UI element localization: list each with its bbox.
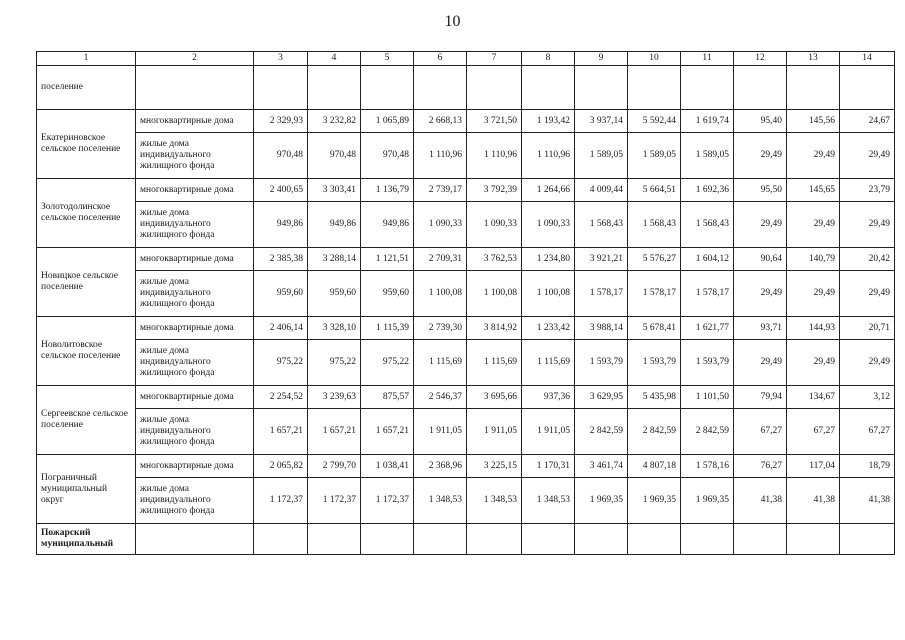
value-cell: 1 348,53	[467, 478, 522, 524]
table-row	[37, 133, 895, 179]
value-cell: 3 232,82	[308, 110, 361, 133]
column-header-8: 8	[522, 52, 575, 66]
column-header-10: 10	[628, 52, 681, 66]
value-cell: 1 593,79	[575, 340, 628, 386]
value-cell: 145,65	[787, 179, 840, 202]
value-cell: 875,57	[361, 386, 414, 409]
column-header-6: 6	[414, 52, 467, 66]
value-cell: 1 065,89	[361, 110, 414, 133]
table-row	[37, 179, 895, 202]
value-cell: 1 090,33	[414, 202, 467, 248]
value-cell: 5 664,51	[628, 179, 681, 202]
empty-cell	[254, 66, 308, 110]
value-cell: 29,49	[734, 202, 787, 248]
value-cell: 5 435,98	[628, 386, 681, 409]
value-cell: 2 065,82	[254, 455, 308, 478]
column-header-3: 3	[254, 52, 308, 66]
table-row	[37, 409, 895, 455]
empty-cell	[628, 524, 681, 555]
value-cell: 1 657,21	[361, 409, 414, 455]
column-header-4: 4	[308, 52, 361, 66]
value-cell: 29,49	[840, 133, 895, 179]
value-cell: 3 288,14	[308, 248, 361, 271]
value-cell: 1 604,12	[681, 248, 734, 271]
value-cell: 1 969,35	[628, 478, 681, 524]
value-cell: 117,04	[787, 455, 840, 478]
value-cell: 29,49	[734, 133, 787, 179]
value-cell: 24,67	[840, 110, 895, 133]
housing-type-cell: многоквартирные дома	[136, 317, 254, 340]
value-cell: 1 264,66	[522, 179, 575, 202]
settlement-cell: поселение	[37, 66, 136, 110]
value-cell: 1 100,08	[414, 271, 467, 317]
value-cell: 1 589,05	[575, 133, 628, 179]
empty-cell	[681, 66, 734, 110]
value-cell: 975,22	[361, 340, 414, 386]
value-cell: 2 842,59	[628, 409, 681, 455]
column-header-13: 13	[787, 52, 840, 66]
value-cell: 959,60	[308, 271, 361, 317]
value-cell: 3 239,63	[308, 386, 361, 409]
value-cell: 1 110,96	[467, 133, 522, 179]
value-cell: 2 739,30	[414, 317, 467, 340]
page-number: 10	[444, 13, 461, 30]
table-row	[37, 386, 895, 409]
housing-type-cell: жилые дома индивидуального жилищного фонда	[136, 478, 254, 524]
value-cell: 1 115,39	[361, 317, 414, 340]
settlement-cell: Новолитовское сельское поселение	[37, 317, 136, 386]
value-cell: 1 110,96	[414, 133, 467, 179]
table-row	[37, 340, 895, 386]
value-cell: 2 799,70	[308, 455, 361, 478]
column-header-7: 7	[467, 52, 522, 66]
value-cell: 29,49	[787, 133, 840, 179]
value-cell: 1 121,51	[361, 248, 414, 271]
value-cell: 76,27	[734, 455, 787, 478]
value-cell: 5 678,41	[628, 317, 681, 340]
value-cell: 975,22	[254, 340, 308, 386]
value-cell: 3 762,53	[467, 248, 522, 271]
value-cell: 2 709,31	[414, 248, 467, 271]
column-header-14: 14	[840, 52, 895, 66]
value-cell: 67,27	[840, 409, 895, 455]
value-cell: 2 842,59	[575, 409, 628, 455]
column-header-5: 5	[361, 52, 414, 66]
empty-cell	[361, 524, 414, 555]
value-cell: 29,49	[734, 271, 787, 317]
empty-cell	[575, 524, 628, 555]
table-row	[37, 202, 895, 248]
value-cell: 949,86	[308, 202, 361, 248]
settlement-cell: Пожарский муниципальный	[37, 524, 136, 555]
settlement-cell: Екатериновское сельское поселение	[37, 110, 136, 179]
housing-type-cell: многоквартирные дома	[136, 248, 254, 271]
value-cell: 2 368,96	[414, 455, 467, 478]
value-cell: 1 136,79	[361, 179, 414, 202]
value-cell: 18,79	[840, 455, 895, 478]
housing-type-cell: многоквартирные дома	[136, 179, 254, 202]
value-cell: 20,71	[840, 317, 895, 340]
value-cell: 3 695,66	[467, 386, 522, 409]
value-cell: 937,36	[522, 386, 575, 409]
value-cell: 975,22	[308, 340, 361, 386]
value-cell: 5 576,27	[628, 248, 681, 271]
value-cell: 2 842,59	[681, 409, 734, 455]
header-row	[37, 52, 895, 66]
value-cell: 1 578,17	[628, 271, 681, 317]
value-cell: 1 969,35	[575, 478, 628, 524]
value-cell: 29,49	[734, 340, 787, 386]
value-cell: 1 193,42	[522, 110, 575, 133]
value-cell: 95,40	[734, 110, 787, 133]
value-cell: 970,48	[254, 133, 308, 179]
value-cell: 2 739,17	[414, 179, 467, 202]
value-cell: 41,38	[734, 478, 787, 524]
empty-cell	[522, 524, 575, 555]
value-cell: 4 807,18	[628, 455, 681, 478]
value-cell: 3 629,95	[575, 386, 628, 409]
value-cell: 1 969,35	[681, 478, 734, 524]
housing-type-cell: многоквартирные дома	[136, 455, 254, 478]
tariff-table	[36, 51, 895, 555]
value-cell: 1 090,33	[467, 202, 522, 248]
value-cell: 959,60	[361, 271, 414, 317]
value-cell: 1 100,08	[467, 271, 522, 317]
value-cell: 1 172,37	[308, 478, 361, 524]
value-cell: 3 721,50	[467, 110, 522, 133]
table-body	[37, 52, 895, 555]
value-cell: 1 619,74	[681, 110, 734, 133]
value-cell: 29,49	[787, 340, 840, 386]
value-cell: 1 568,43	[575, 202, 628, 248]
empty-cell	[575, 66, 628, 110]
column-header-11: 11	[681, 52, 734, 66]
value-cell: 3 937,14	[575, 110, 628, 133]
value-cell: 2 400,65	[254, 179, 308, 202]
empty-cell	[254, 524, 308, 555]
value-cell: 41,38	[840, 478, 895, 524]
empty-cell	[361, 66, 414, 110]
table-row	[37, 455, 895, 478]
value-cell: 1 170,31	[522, 455, 575, 478]
value-cell: 67,27	[734, 409, 787, 455]
empty-cell	[467, 524, 522, 555]
table-row	[37, 478, 895, 524]
settlement-cell: Сергеевское сельское поселение	[37, 386, 136, 455]
value-cell: 1 234,80	[522, 248, 575, 271]
value-cell: 1 100,08	[522, 271, 575, 317]
value-cell: 1 657,21	[308, 409, 361, 455]
value-cell: 1 578,17	[575, 271, 628, 317]
empty-cell	[308, 66, 361, 110]
value-cell: 1 568,43	[628, 202, 681, 248]
value-cell: 3 461,74	[575, 455, 628, 478]
value-cell: 1 621,77	[681, 317, 734, 340]
value-cell: 140,79	[787, 248, 840, 271]
value-cell: 93,71	[734, 317, 787, 340]
column-header-2: 2	[136, 52, 254, 66]
value-cell: 3 328,10	[308, 317, 361, 340]
housing-type-cell: жилые дома индивидуального жилищного фонда	[136, 409, 254, 455]
settlement-cell: Пограничный муниципальный округ	[37, 455, 136, 524]
value-cell: 79,94	[734, 386, 787, 409]
value-cell: 23,79	[840, 179, 895, 202]
value-cell: 1 348,53	[414, 478, 467, 524]
value-cell: 95,50	[734, 179, 787, 202]
empty-cell	[136, 524, 254, 555]
value-cell: 3 814,92	[467, 317, 522, 340]
value-cell: 1 589,05	[681, 133, 734, 179]
value-cell: 29,49	[787, 202, 840, 248]
empty-cell	[840, 66, 895, 110]
table-row	[37, 248, 895, 271]
value-cell: 1 101,50	[681, 386, 734, 409]
value-cell: 29,49	[840, 340, 895, 386]
value-cell: 1 911,05	[467, 409, 522, 455]
value-cell: 3 792,39	[467, 179, 522, 202]
empty-cell	[840, 524, 895, 555]
empty-cell	[681, 524, 734, 555]
empty-cell	[628, 66, 681, 110]
table-row	[37, 271, 895, 317]
column-header-12: 12	[734, 52, 787, 66]
value-cell: 1 172,37	[361, 478, 414, 524]
empty-cell	[522, 66, 575, 110]
value-cell: 29,49	[787, 271, 840, 317]
value-cell: 1 578,17	[681, 271, 734, 317]
value-cell: 4 009,44	[575, 179, 628, 202]
value-cell: 5 592,44	[628, 110, 681, 133]
settlement-cell: Новицкое сельское поселение	[37, 248, 136, 317]
value-cell: 949,86	[361, 202, 414, 248]
value-cell: 1 657,21	[254, 409, 308, 455]
empty-cell	[734, 66, 787, 110]
value-cell: 90,64	[734, 248, 787, 271]
value-cell: 1 115,69	[414, 340, 467, 386]
value-cell: 3,12	[840, 386, 895, 409]
value-cell: 1 593,79	[681, 340, 734, 386]
value-cell: 145,56	[787, 110, 840, 133]
empty-cell	[467, 66, 522, 110]
housing-type-cell: многоквартирные дома	[136, 110, 254, 133]
value-cell: 1 115,69	[467, 340, 522, 386]
value-cell: 1 348,53	[522, 478, 575, 524]
table-row	[37, 110, 895, 133]
value-cell: 134,67	[787, 386, 840, 409]
value-cell: 3 988,14	[575, 317, 628, 340]
value-cell: 1 578,16	[681, 455, 734, 478]
value-cell: 67,27	[787, 409, 840, 455]
value-cell: 970,48	[308, 133, 361, 179]
value-cell: 1 115,69	[522, 340, 575, 386]
value-cell: 41,38	[787, 478, 840, 524]
column-header-1: 1	[37, 52, 136, 66]
value-cell: 970,48	[361, 133, 414, 179]
value-cell: 3 921,21	[575, 248, 628, 271]
value-cell: 1 911,05	[414, 409, 467, 455]
housing-type-cell: жилые дома индивидуального жилищного фонда	[136, 202, 254, 248]
empty-cell	[787, 66, 840, 110]
value-cell: 29,49	[840, 271, 895, 317]
value-cell: 949,86	[254, 202, 308, 248]
value-cell: 3 303,41	[308, 179, 361, 202]
table-row	[37, 524, 895, 555]
empty-cell	[308, 524, 361, 555]
empty-cell	[414, 66, 467, 110]
value-cell: 1 172,37	[254, 478, 308, 524]
value-cell: 144,93	[787, 317, 840, 340]
value-cell: 2 329,93	[254, 110, 308, 133]
housing-type-cell: жилые дома индивидуального жилищного фонда	[136, 271, 254, 317]
value-cell: 1 911,05	[522, 409, 575, 455]
value-cell: 2 385,38	[254, 248, 308, 271]
value-cell: 20,42	[840, 248, 895, 271]
value-cell: 1 593,79	[628, 340, 681, 386]
value-cell: 1 090,33	[522, 202, 575, 248]
value-cell: 1 692,36	[681, 179, 734, 202]
value-cell: 1 038,41	[361, 455, 414, 478]
value-cell: 1 110,96	[522, 133, 575, 179]
empty-cell	[136, 66, 254, 110]
value-cell: 1 568,43	[681, 202, 734, 248]
value-cell: 3 225,15	[467, 455, 522, 478]
empty-cell	[734, 524, 787, 555]
settlement-cell: Золотодолинское сельское поселение	[37, 179, 136, 248]
value-cell: 2 254,52	[254, 386, 308, 409]
value-cell: 2 668,13	[414, 110, 467, 133]
column-header-9: 9	[575, 52, 628, 66]
value-cell: 29,49	[840, 202, 895, 248]
housing-type-cell: многоквартирные дома	[136, 386, 254, 409]
empty-cell	[787, 524, 840, 555]
value-cell: 1 233,42	[522, 317, 575, 340]
housing-type-cell: жилые дома индивидуального жилищного фонда	[136, 133, 254, 179]
value-cell: 2 406,14	[254, 317, 308, 340]
table-row	[37, 317, 895, 340]
value-cell: 1 589,05	[628, 133, 681, 179]
table-row	[37, 66, 895, 110]
value-cell: 2 546,37	[414, 386, 467, 409]
value-cell: 959,60	[254, 271, 308, 317]
empty-cell	[414, 524, 467, 555]
housing-type-cell: жилые дома индивидуального жилищного фонда	[136, 340, 254, 386]
